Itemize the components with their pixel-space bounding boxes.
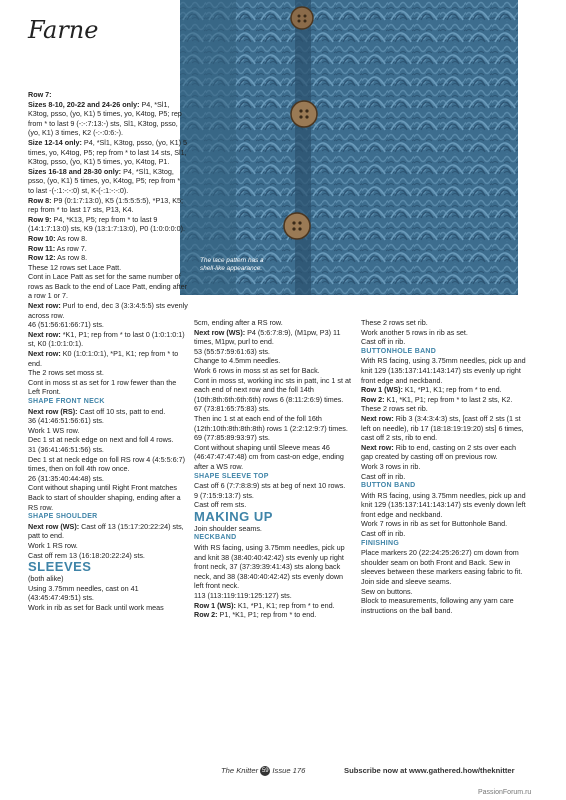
pattern-line: Row 2: K1, *K1, P1; rep from * to last 2 sts, K2.: [361, 394, 513, 404]
pattern-line: Cast off rem sts.: [194, 500, 247, 510]
section-heading: SHAPE SHOULDER: [28, 513, 98, 521]
pattern-line: Cont in moss st, working inc sts in patt, inc 1 st at each end of next row and the foll 14th (10th:8th:6th:6th:6th) rows 6 (8:11:2:6:9) times.: [194, 375, 351, 404]
pattern-line: 53 (55:57:59:61:63) sts.: [194, 346, 270, 356]
pattern-line: Next row: Rib 3 (3:4:3:4:3) sts, [cast off 2 sts (1 st left on needle), rib 17 (18:18:19:19:20) sts] 6 times, cast off 2 sts, rib to end.: [361, 413, 524, 443]
sweater-photo: [180, 0, 518, 295]
pattern-line: Cont in Lace Patt as set for the same number of rows as Back to the end of Lace Patt, ending after a row 1 or 7.: [28, 272, 188, 301]
pattern-line: Cont without shaping until Sleeve meas 46 (46:47:47:47:48) cm from cast-on edge, ending after a WS row.: [194, 442, 344, 471]
pattern-line: Sew on buttons.: [361, 586, 413, 596]
pattern-line: Cast off in rib.: [361, 529, 406, 539]
pattern-line: Next row: *K1, P1; rep from * to last 0 (1:0:1:0:1) st, K0 (1:0:1:0:1).: [28, 329, 185, 349]
pattern-line: Place markers 20 (22:24:25:26:27) cm down from shoulder seam on both Front and Back. Sew in sleeves between these markers easing fabric to fit.: [361, 548, 523, 577]
pattern-line: With RS facing, using 3.75mm needles, pick up and knit 129 (135:137:141:143:147) sts evenly up right front edge and neckband.: [361, 356, 526, 385]
pattern-line: Row 1 (WS): K1, *P1, K1; rep from * to end.: [194, 600, 335, 610]
section-heading: SLEEVES: [28, 559, 92, 575]
watermark: PassionForum.ru: [478, 789, 532, 796]
pattern-line: The 2 rows set moss st.: [28, 368, 104, 378]
pattern-line: Row 11: As row 7.: [28, 243, 87, 253]
knit-texture: [180, 0, 518, 295]
pattern-line: Row 12: As row 8.: [28, 253, 88, 263]
section-heading: NECKBAND: [194, 534, 237, 542]
section-heading: FINISHING: [361, 539, 400, 547]
pattern-line: Change to 4.5mm needles.: [194, 356, 281, 366]
pattern-line: With RS facing, using 3.75mm needles, pick up and knit 129 (135:137:141:143:147) sts evenly down left front edge and neckband.: [361, 490, 526, 519]
pattern-line: 36 (41:46:51:56:61) sts.: [28, 416, 104, 426]
pattern-line: Work 3 rows in rib.: [361, 461, 421, 471]
pattern-line: Sizes 8-10, 20-22 and 24-26 only: P4, *Sl1, K3tog, psso, (yo, K1) 5 times, yo, K4tog, P5; rep from * to last 9 (-:-:7:13:-) sts, Sl1, K3tog, psso, (yo, K1) 3 times, K2 (-:-:0:6:-).: [28, 99, 182, 138]
pattern-line: Cast off in rib.: [361, 471, 406, 481]
pattern-line: Row 8: P9 (0:1:7:13:0), K5 (1:5:5:5:5), *P13, K5; rep from * to last 17 sts, P13, K4.: [28, 195, 184, 215]
pattern-line: Sizes 16-18 and 28-30 only: P4, *Sl1, K3tog, psso, (yo, K1) 5 times, yo, K4tog, P5; rep from * to last -(-:1:-:-:0) st, K-(-:1:-:-:0).: [28, 166, 181, 195]
pattern-line: Next row (WS): Cast off 13 (15:17:20:22:24) sts, patt to end.: [28, 521, 184, 541]
pattern-line: 9 (7:15:9:13:7) sts.: [194, 490, 254, 500]
pattern-line: Next row (WS): P4 (5:6:7:8:9), (M1pw, P3) 11 times, M1pw, purl to end.: [194, 327, 341, 347]
pattern-line: 31 (36:41:46:51:56) sts.: [28, 444, 104, 454]
pattern-line: Row 1 (WS): K1, *P1, K1; rep from * to end.: [361, 385, 502, 395]
pattern-line: 26 (31:35:40:44:48) sts.: [28, 473, 104, 483]
column-1: [28, 90, 188, 612]
pattern-line: Next row (RS): Cast off 10 sts, patt to end.: [28, 406, 166, 416]
page-number: 59: [261, 768, 269, 774]
footer-issue: [221, 766, 305, 776]
pattern-line: Row 2: P1, *K1, P1; rep from * to end.: [194, 610, 317, 620]
pattern-line: Cont in moss st as set for 1 row fewer than the Left Front.: [28, 377, 177, 397]
pattern-line: Row 7:: [28, 90, 52, 99]
pattern-line: These 2 rows set rib.: [361, 318, 428, 327]
pattern-line: Cont without shaping until Right Front matches Back to start of shoulder shaping, ending after a RS row.: [28, 483, 181, 512]
subscribe-line[interactable]: Subscribe now at www.gathered.how/theknitter: [344, 766, 515, 775]
pattern-line: Work 1 WS row.: [28, 425, 80, 435]
section-heading: MAKING UP: [194, 508, 273, 524]
section-heading: BUTTONHOLE BAND: [361, 347, 437, 355]
pattern-line: Cast off in rib.: [361, 337, 406, 347]
pattern-line: 69 (77:85:89:93:97) sts.: [194, 433, 270, 443]
pattern-line: Work 1 RS row.: [28, 540, 78, 550]
pattern-line: Cast off 6 (7:7:8:8:9) sts at beg of next 10 rows.: [194, 481, 346, 491]
pattern-line: With RS facing, using 3.75mm needles, pick up and knit 38 (38:40:40:42:42) sts evenly up right front neck, 37 (37:39:39:41:43) sts along back neck, and 38 (38:40:40:42:42) sts evenly down left front neck.: [194, 543, 345, 591]
section-heading: BUTTON BAND: [361, 482, 416, 490]
pattern-line: Using 3.75mm needles, cast on 41 (43:45:47:49:51) sts.: [28, 583, 139, 603]
pattern-line: Then inc 1 st at each end of the foll 16th (12th:10th:8th:8th:8th) rows 1 (2:2:12:9:7) times.: [194, 413, 348, 433]
pattern-line: (both alike): [28, 574, 64, 584]
section-heading: SHAPE FRONT NECK: [28, 398, 105, 405]
photo-caption: The lace pattern has a shell-like appearance.: [200, 257, 264, 272]
issue-number: Issue 176: [272, 766, 306, 775]
pattern-line: Size 12-14 only: P4, *Sl1, K3tog, psso, (yo, K1) 5 times, yo, K4tog, P5; rep from * to last 14 sts, Sl1, K3tog, psso, (yo, K1) 5 times, yo, K4tog, P1.: [28, 137, 188, 167]
column-2: [194, 318, 354, 620]
pattern-line: 5cm, ending after a RS row.: [194, 318, 283, 327]
pattern-line: 46 (51:56:61:66:71) sts.: [28, 320, 104, 330]
pattern-line: Work 6 rows in moss st as set for Back.: [194, 365, 320, 375]
pattern-line: Work in rib as set for Back until work meas: [28, 602, 164, 612]
page-title: Farne: [28, 16, 99, 44]
pattern-line: Dec 1 st at neck edge on foll RS row 4 (4:5:5:6:7) times, then on foll 4th row once.: [28, 454, 186, 474]
pattern-line: Next row: Purl to end, dec 3 (3:3:4:5:5) sts evenly across row.: [28, 301, 188, 320]
section-heading: SHAPE SLEEVE TOP: [194, 472, 269, 480]
pattern-line: Row 10: As row 8.: [28, 233, 88, 243]
pattern-line: These 2 rows set rib.: [361, 404, 428, 414]
pattern-line: Dec 1 st at neck edge on next and foll 4 rows.: [28, 435, 174, 445]
pattern-line: Next row: Rib to end, casting on 2 sts over each gap created by casting off on previous row.: [361, 442, 517, 462]
pattern-line: Next row: K0 (1:0:1:0:1), *P1, K1; rep from * to end.: [28, 349, 179, 368]
pattern-line: Join side and sleeve seams.: [361, 577, 452, 587]
magazine-name: The Knitter: [221, 766, 259, 775]
pattern-line: 67 (73:81:65:75:83) sts.: [194, 404, 270, 414]
pattern-line: These 12 rows set Lace Patt.: [28, 262, 122, 272]
pattern-line: Join shoulder seams.: [194, 523, 262, 533]
pattern-line: Row 9: P4, *K13, P5; rep from * to last 9 (14:1:7:13:0) sts, K9 (13:1:7:13:0), P0 (1:0:0:0:0).: [28, 214, 186, 234]
pattern-line: Block to measurements, following any yarn care instructions on the ball band.: [361, 596, 514, 615]
pattern-line: Work another 5 rows in rib as set.: [361, 327, 468, 337]
pattern-line: Cast off rem 13 (16:18:20:22:24) sts.: [28, 550, 145, 560]
pattern-line: 113 (113:119:119:125:127) sts.: [194, 591, 292, 601]
pattern-line: Work 7 rows in rib as set for Buttonhole Band.: [361, 519, 508, 529]
column-3: [361, 318, 529, 615]
